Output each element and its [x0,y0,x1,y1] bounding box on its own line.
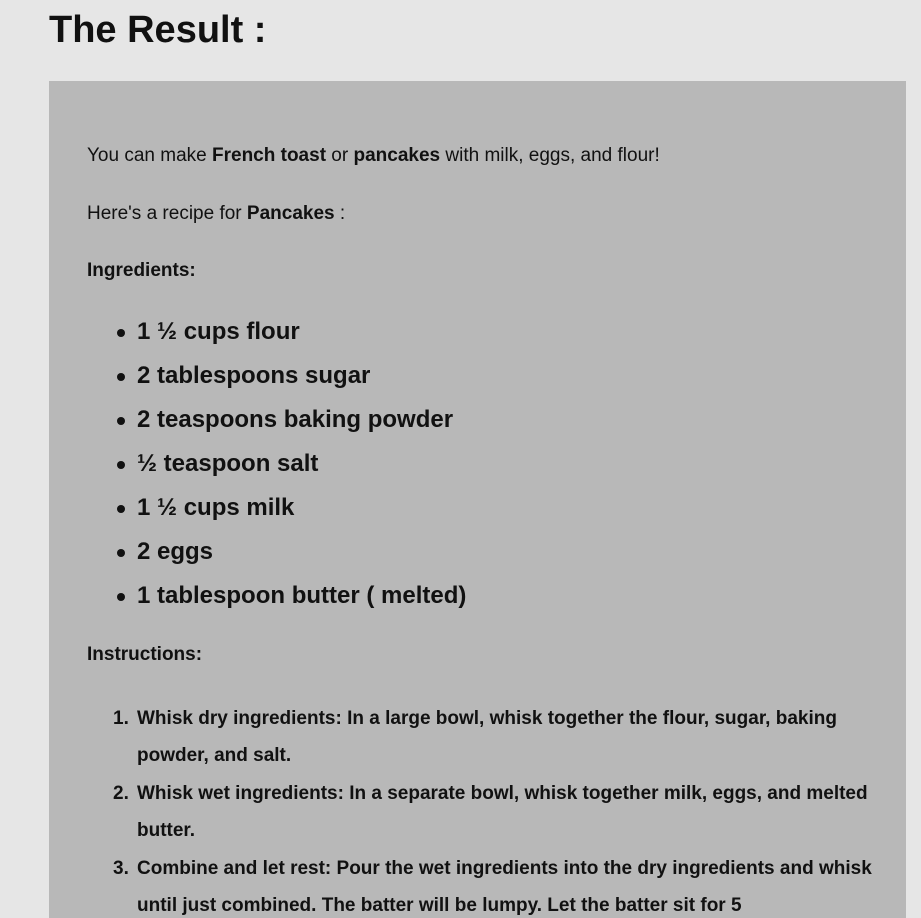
ingredient-item [137,486,466,530]
bullet-icon [117,373,125,381]
bullet-icon [117,505,125,513]
instructions-list [87,700,877,918]
ingredient-item [137,398,466,442]
ingredient-item [137,442,466,486]
ingredient-item [137,530,466,574]
step-text: Whisk wet ingredients: In a separate bowl, whisk together milk, eggs, and melted butter. [137,783,868,841]
instructions-label: Instructions: [87,644,203,665]
ingredient-item [137,574,466,618]
ingredient-text: ½ teaspoon salt [137,450,319,477]
ingredient-text: 2 tablespoons sugar [137,362,371,389]
ingredient-item [137,354,466,398]
ingredient-text: 1 tablespoon butter ( melted) [137,582,467,609]
ingredient-text: 2 teaspoons baking powder [137,406,454,433]
bullet-icon [117,593,125,601]
ingredient-text: 1 ½ cups milk [137,494,295,521]
recipe-intro-text: : [334,203,346,224]
step-number: 1. [113,708,129,729]
intro-text: or [326,145,354,166]
ingredient-item [137,310,466,354]
french-toast-text: French toast [212,145,327,166]
bullet-icon [117,329,125,337]
step-text: Combine and let rest: Pour the wet ingredients into the dry ingredients and whisk until just combined. The batter will be lumpy. Let the batter sit for 5 [137,858,872,916]
result-box [49,81,906,918]
instruction-step [113,700,877,774]
recipe-name: Pancakes [246,203,335,224]
step-number: 2. [113,783,129,804]
bullet-icon [117,549,125,557]
step-number: 3. [113,858,129,879]
ingredients-label: Ingredients: [87,260,196,281]
page-heading: The Result : [49,9,267,51]
instruction-step [113,775,877,849]
instruction-step [113,850,877,918]
intro-paragraph [87,144,660,168]
ingredients-list [87,310,466,618]
step-text: Whisk dry ingredients: In a large bowl, whisk together the flour, sugar, baking powder, and salt. [137,708,837,766]
intro-text: You can make [87,145,212,166]
ingredient-text: 1 ½ cups flour [137,318,300,345]
bullet-icon [117,417,125,425]
recipe-intro-text: Here's a recipe for [87,203,247,224]
ingredient-text: 2 eggs [137,538,214,565]
bullet-icon [117,461,125,469]
recipe-intro-paragraph [87,202,345,226]
pancakes-text: pancakes [353,145,441,166]
intro-text: with milk, eggs, and flour! [440,145,660,166]
